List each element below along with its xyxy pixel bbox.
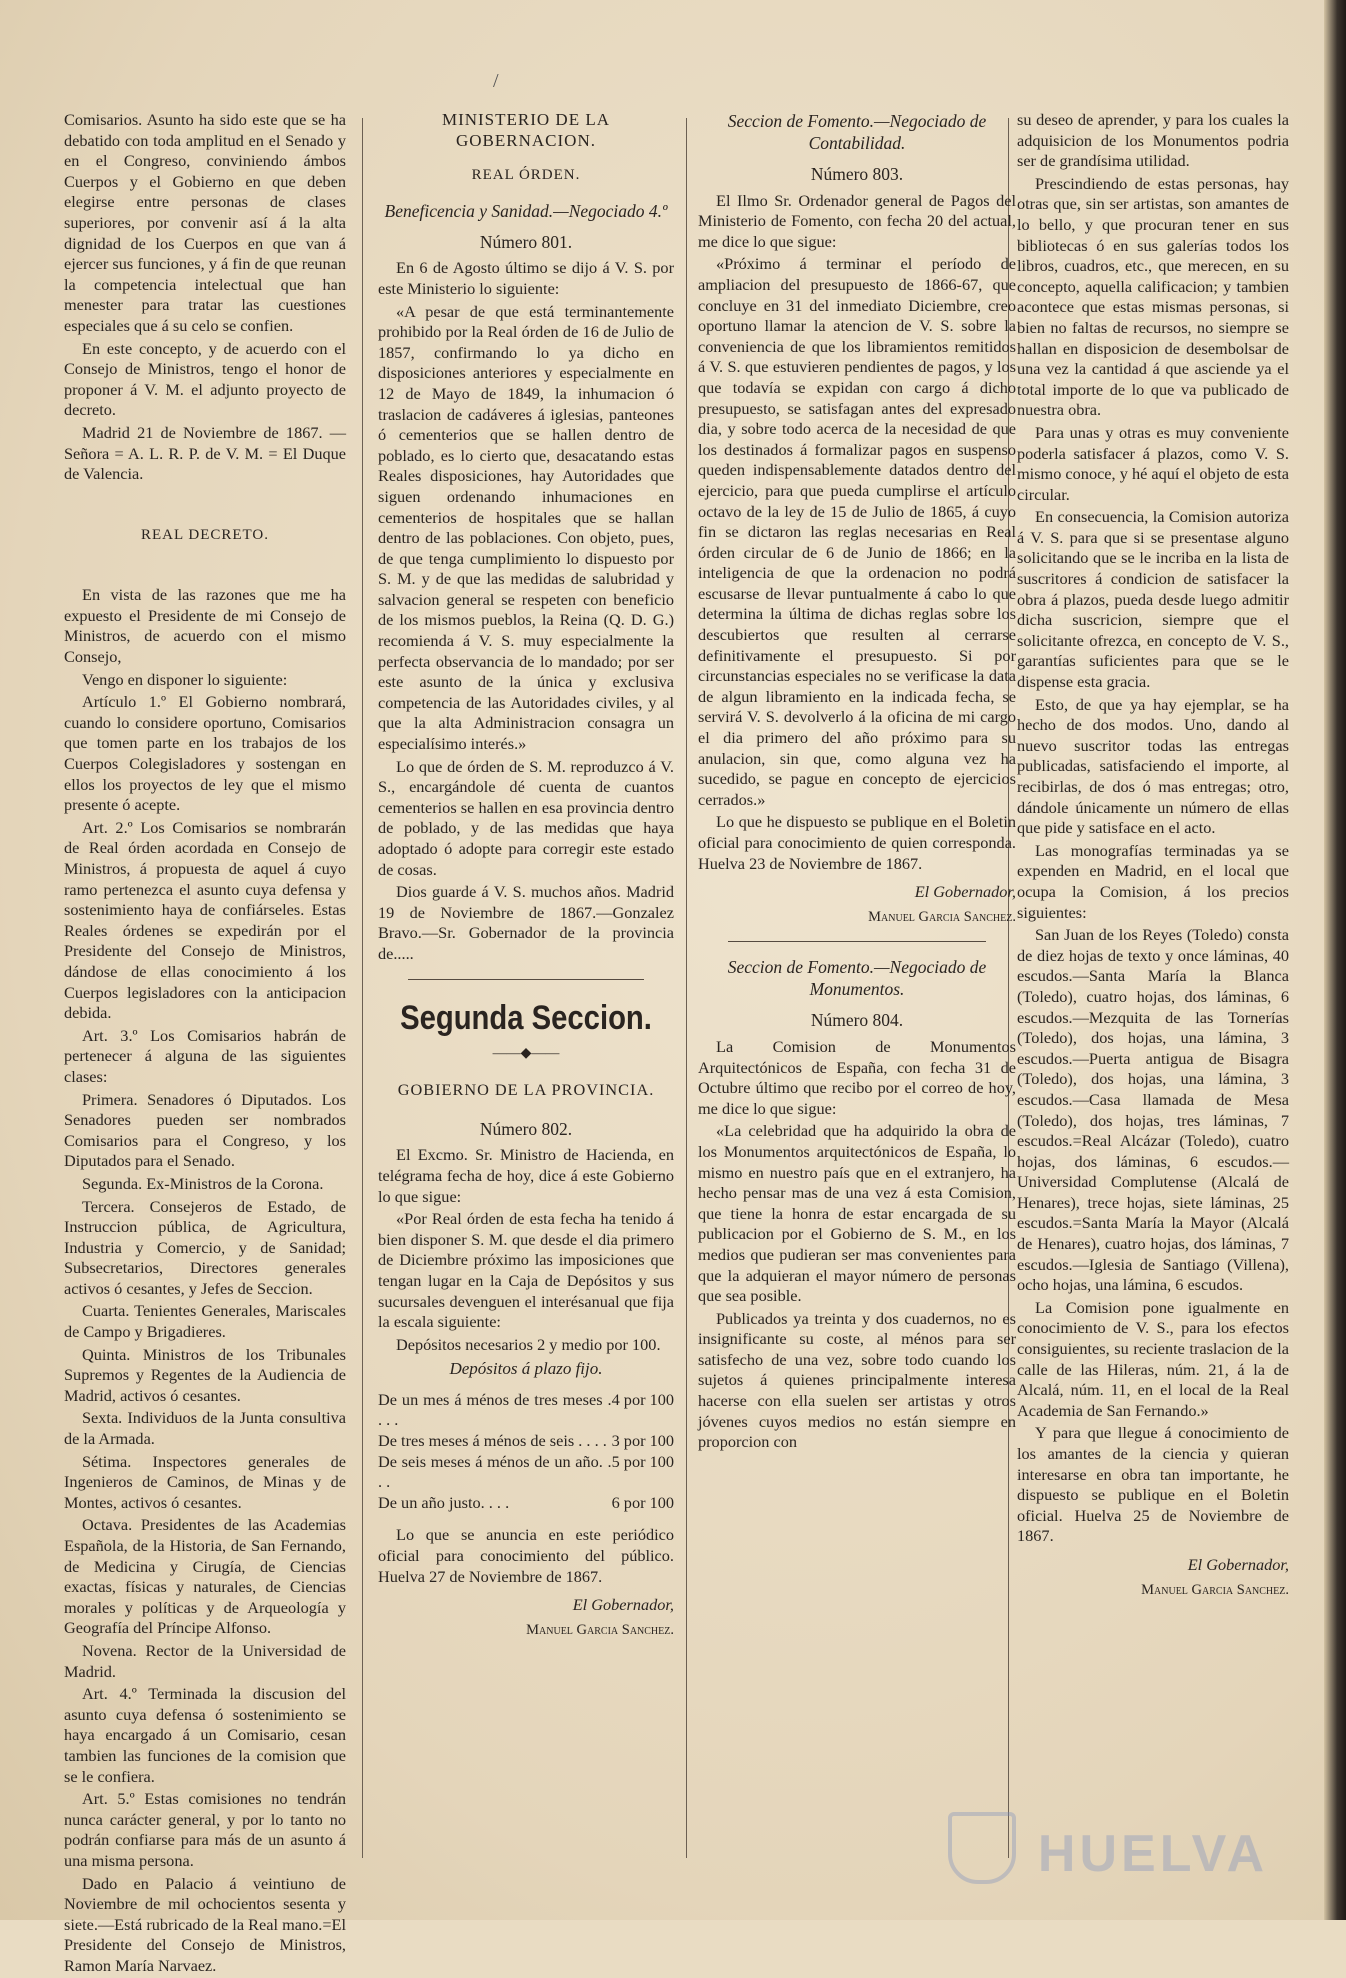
paragraph: Lo que de órden de S. M. reproduzco á V. S., encargándole dé cuenta de cuantos cementerios se hallen en esa provincia dentro de poblado, y de las medidas que haya adoptado ó adopte para corregir este estado de cosas. xyxy=(378,756,674,879)
paragraph: El Excmo. Sr. Ministro de Hacienda, en telégrama fecha de hoy, dice á este Gobierno lo que sigue: xyxy=(378,1145,674,1206)
column-3 xyxy=(698,110,1016,1455)
number-heading: Número 803. xyxy=(810,164,904,184)
signature-title: El Gobernador, xyxy=(914,882,1016,902)
rate-label: De un año justo. . . . xyxy=(378,1492,510,1512)
clause: Sexta. Individuos de la Junta consultiva de la Armada. xyxy=(64,1408,346,1449)
rate-value: 4 por 100 xyxy=(611,1389,674,1409)
clause: Segunda. Ex-Ministros de la Corona. xyxy=(82,1173,324,1193)
divider xyxy=(728,941,986,942)
paragraph: «A pesar de que está terminantemente prohibido por la Real órden de 16 de Julio de 1857, confirmando lo ya dicho en disposiciones anteriores y especialmente en 12 de Mayo de 1849, la inhumacion ó traslacion de cadáveres á iglesias, panteones ó cementerios que se hallen dentro de poblado, es lo cierto que, desacatando estas Reales disposiciones, hay Autoridades que siguen ordenando inhumaciones en cementerios de hospitales que se hallan dentro de las poblaciones. Con objeto, pues, de que tenga cumplimiento lo dispuesto por S. M. y de que las medidas de salubridad y salvacion general se respeten con beneficio de los mismos pueblos, la Reina (Q. D. G.) recomienda á V. S. muy especialmente la perfecta observancia de lo mandado; por ser este asunto de la única y exclusiva competencia de las Autoridades civiles, y al que la alta Administracion consagra un especialísimo interés.» xyxy=(378,301,674,754)
paragraph: Depósitos necesarios 2 y medio por 100. xyxy=(396,1334,661,1354)
section-heading: Seccion de Fomento.—Negociado de Contabilidad. xyxy=(727,111,987,153)
paragraph: «La celebridad que ha adquirido la obra de los Monumentos arquitectónicos de España, lo mismo en nuestro país que en el extranjero, ha hecho pensar mas de una vez á esta Comision, que tiene la honra de estar encargada de su publicacion por el Gobierno de S. M., en los medios que pudieran ser mas convenientes para que la adquieran el mayor número de personas que sea posible. xyxy=(698,1121,1016,1306)
paragraph: Lo que se anuncia en este periódico oficial para conocimiento del público. Huelva 27 de Noviembre de 1867. xyxy=(378,1525,674,1586)
paragraph: Y para que llegue á conocimiento de los amantes de la ciencia y quieran interesarse en obra tan importante, he dispuesto se publique en el Boletin oficial. Huelva 25 de Noviembre de 1867. xyxy=(1017,1423,1289,1546)
ministry-heading: MINISTERIO DE LA GOBERNACION. xyxy=(441,110,611,150)
paragraph: Para unas y otras es muy conveniente poderla satisfacer á plazos, como V. S. mismo conoce, y hé aquí el objeto de esta circular. xyxy=(1017,422,1289,504)
plazo-heading: Depósitos á plazo fijo. xyxy=(449,1359,603,1379)
number-heading: Número 804. xyxy=(810,1010,904,1031)
rate-label: De un mes á ménos de tres meses . . . . xyxy=(378,1389,612,1430)
section-heading: Seccion de Fomento.—Negociado de Monumentos. xyxy=(727,957,987,1000)
signature-title: El Gobernador, xyxy=(1187,1554,1289,1574)
rate-row xyxy=(378,1431,674,1452)
signature-name: Manuel Garcia Sanchez. xyxy=(868,908,1016,925)
date-line: Madrid 21 de Noviembre de 1867. —Señora = A. L. R. P. de V. M. = El Duque de Valencia. xyxy=(64,422,346,484)
paragraph: Las monografías terminadas ya se expenden en Madrid, en el local que ocupa la Comision, á los precios siguientes: xyxy=(1017,840,1289,922)
paragraph: La Comision de Monumentos Arquitectónicos de España, con fecha 31 de Octubre último que recibo por el correo de hoy, me dice lo que sigue: xyxy=(698,1036,1016,1118)
column-divider xyxy=(362,118,363,1858)
clause: Novena. Rector de la Universidad de Madrid. xyxy=(64,1640,346,1681)
paragraph: En consecuencia, la Comision autoriza á V. S. para que si se presentase alguno solicitando que se le incriba en la lista de suscritores á condicion de satisfacer la obra á plazos, pueda desde luego admitir dicha suscricion, siempre que el solicitante ofrezca, en concepto de V. S., garantías suficientes para que se le dispense esta gracia. xyxy=(1017,507,1289,692)
rate-row xyxy=(378,1390,674,1431)
article: Art. 3.º Los Comisarios habrán de pertenecer á alguna de las siguientes clases: xyxy=(64,1025,346,1086)
paragraph: Publicados ya treinta y dos cuadernos, no es insignificante su coste, al ménos para ser satisfecho de una vez, sobre todo cuando los sujetos á quienes principalmente interesa hacerse con ella suelen ser artistas y otros jóvenes cuyos medios no están siempre en proporcion con xyxy=(698,1308,1016,1452)
divider xyxy=(408,979,644,980)
top-mark: / xyxy=(493,70,499,92)
paragraph: San Juan de los Reyes (Toledo) consta de diez hojas de texto y once láminas, 40 escudos.—Santa María la Blanca (Toledo), cuatro hojas, dos láminas, 6 escudos.—Mezquita de las Tornerías (Toledo), dos hojas, una lámina, 3 escudos.—Puerta antigua de Bisagra (Toledo), dos hojas, una lámina, 3 escudos.—Casa llamada de Mesa (Toledo), dos hojas, tres láminas, 7 escudos.=Real Alcázar (Toledo), cuatro hojas, dos láminas, 6 escudos.—Universidad Complutense (Alcalá de Henares), trece hojas, siete láminas, 25 escudos.=Santa María la Mayor (Alcalá de Henares), cuatro hojas, dos láminas, 7 escudos.—Iglesia de Santiago (Villena), ocho hojas, una lámina, 6 escudos. xyxy=(1017,925,1289,1295)
column-2 xyxy=(378,110,674,1640)
page-edge xyxy=(1324,0,1346,1920)
clause: Tercera. Consejeros de Estado, de Instruccion pública, de Agricultura, Industria y Comercio, y de Sanidad; Subsecretarios, Directores generales activos ó cesantes, y Jefes de Seccion. xyxy=(64,1196,346,1298)
clause: Primera. Senadores ó Diputados. Los Senadores pueden ser nombrados Comisarios para el Congreso, y los Diputados para el Senado. xyxy=(64,1089,346,1171)
paragraph: En vista de las razones que me ha expuesto el Presidente de mi Consejo de Ministros, de acuerdo con el mismo Consejo, xyxy=(64,585,346,667)
number-heading: Número 802. xyxy=(479,1118,573,1139)
ornament: ——◆—— xyxy=(492,1045,560,1061)
paragraph: El Ilmo Sr. Ordenador general de Pagos del Ministerio de Fomento, con fecha 20 del actual, me dice lo que sigue: xyxy=(698,190,1016,251)
paragraph: La Comision pone igualmente en conocimiento de V. S., para los efectos consiguientes, su reciente traslacion de la calle de las Hileras, núm. 21, á la de Alcalá, núm. 11, en el local de la Real Academia de San Fernando.» xyxy=(1017,1297,1289,1420)
signature-name: Manuel Garcia Sanchez. xyxy=(1141,1581,1289,1598)
paragraph: Prescindiendo de estas personas, hay otras que, sin ser artistas, son amantes de lo bello, y que procuran tener en sus bibliotecas ó en sus galerías todos los libros, cuadros, etc., que merecen, en su concepto, aquella calificacion; y tambien acontece que estas mismas personas, si bien no faltas de recursos, no siempre se hallan en disposicion de desembolsar de una vez la cantidad á que asciende ya el total importe de lo que va publicado de nuestra obra. xyxy=(1017,173,1289,420)
paragraph: Vengo en disponer lo siguiente: xyxy=(82,669,288,689)
paragraph: «Por Real órden de esta fecha ha tenido á bien disponer S. M. que desde el dia primero de Diciembre próximo las imposiciones que tengan lugar en la Caja de Depósitos y sus sucursales devenguen el interésanual que fija la escala siguiente: xyxy=(378,1209,674,1332)
number-heading: Número 801. xyxy=(479,231,573,252)
column-1 xyxy=(64,110,346,1978)
watermark: HUELVA xyxy=(1037,1825,1268,1883)
paragraph: En 6 de Agosto último se dijo á V. S. por este Ministerio lo siguiente: xyxy=(378,258,674,298)
paragraph: «Próximo á terminar el período de ampliacion del presupuesto de 1866-67, que concluye en 31 del inmediato Diciembre, creo oportuno llamar la atencion de V. S. sobre la conveniencia de que los libramientos remitidos á V. S. que estuvieren pendientes de pagos, y los que todavía se expidan con cargo á dicho presupuesto, se satisfagan antes del expresado dia, y sobre todo acerca de la necesidad de que los destinados á formalizar pagos en suspenso queden indispensablemente datados dentro del ejercicio, para que pueda cumplirse el artículo octavo de la ley de 15 de Julio de 1865, á cuyo fin se dictaron las reglas necesarias en Real órden circular de 6 de Junio de 1866; en la inteligencia de que la ordenacion no podrá escusarse de llevar puntualmente á cabo lo que determina la última de dichas reglas sobre los descubiertos que resulten al cerrarse definitivamente el presupuesto. Si por circunstancias especiales no se verificase la data de algun libramiento en la indicada fecha, se servirá V. S. devolverlo á la oficina de mi cargo el dia primero del año próximo para su anulacion, sin que, como alguna vez ha sucedido, se pague en concepto de ejercicios cerrados.» xyxy=(698,254,1016,809)
column-4 xyxy=(1017,110,1289,1600)
paragraph: Comisarios. Asunto ha sido este que se ha debatido con toda amplitud en el Senado y en el Congreso, conviniendo ámbos Cuerpos y el Gobierno en que deben elegirse entre personas de clases superiores, por convenir así á la alta dignidad de los Cuerpos en que van á ejercer sus funciones, y á fin de que reunan la competencia intelectual que han menester para tratar las cuestiones especiales que á su celo se confien. xyxy=(64,110,346,335)
clause: Quinta. Ministros de los Tribunales Supremos y Regentes de la Audiencia de Madrid, activos ó cesantes. xyxy=(64,1344,346,1405)
rate-value: 6 por 100 xyxy=(611,1492,674,1512)
column-divider xyxy=(686,118,687,1858)
gobierno-heading: GOBIERNO DE LA PROVINCIA. xyxy=(397,1080,655,1100)
paragraph: su deseo de aprender, y para los cuales la adquisicion de los Monumentos podria ser de grandísima utilidad. xyxy=(1017,110,1289,171)
clause: Cuarta. Tenientes Generales, Mariscales de Campo y Brigadieres. xyxy=(64,1301,346,1342)
clause: Octava. Presidentes de las Academias Española, de la Historia, de San Fernando, de Medicina y Cirugía, de Ciencias exactas, físicas y naturales, de Ciencias morales y políticas y de Arqueología y Geografía del Príncipe Alfonso. xyxy=(64,1515,346,1638)
section-heading: Beneficencia y Sanidad.—Negociado 4.º xyxy=(384,200,668,221)
rate-row xyxy=(378,1452,674,1493)
paragraph: Dios guarde á V. S. muchos años. Madrid 19 de Noviembre de 1867.—Gonzalez Bravo.—Sr. Gobernador de la provincia de..... xyxy=(378,882,674,963)
real-decreto-heading: REAL DECRETO. xyxy=(141,526,269,543)
archive-emblem-icon xyxy=(948,1812,1016,1884)
paragraph: Lo que he dispuesto se publique en el Boletin oficial para conocimiento de quien corresponda. Huelva 23 de Noviembre de 1867. xyxy=(698,812,1016,873)
article: Art. 2.º Los Comisarios se nombrarán de Real órden acordada en Consejo de Ministros, á propuesta de aquel á cuyo ramo pertenezca el asunto cuya defensa y sostenimiento haya de confiárseles. Estas Reales órdenes se expedirán por el Presidente del Consejo de Ministros, dándose de ellas conocimiento á los Cuerpos legisladores con la anticipacion debida. xyxy=(64,817,346,1023)
clause: Sétima. Inspectores generales de Ingenieros de Caminos, de Minas y de Montes, activos ó cesantes. xyxy=(64,1451,346,1512)
rate-value: 3 por 100 xyxy=(611,1431,674,1451)
article: Art. 5.º Estas comisiones no tendrán nunca carácter general, y por lo tanto no podrán confiarse para más de un asunto á una misma persona. xyxy=(64,1789,346,1870)
rate-label: De tres meses á ménos de seis . . . . xyxy=(378,1431,607,1451)
rate-value: 5 por 100 xyxy=(611,1451,674,1471)
real-orden-heading: REAL ÓRDEN. xyxy=(471,167,581,184)
signature-name: Manuel Garcia Sanchez. xyxy=(526,1621,674,1638)
signature-title: El Gobernador, xyxy=(572,1595,674,1615)
rate-row xyxy=(378,1493,674,1514)
paragraph: Dado en Palacio á veintiuno de Noviembre de mil ochocientos sesenta y siete.—Está rubricado de la Real mano.=El Presidente del Consejo de Ministros, Ramon María Narvaez. xyxy=(64,1873,346,1975)
section-title: Segunda Seccion. xyxy=(400,998,652,1037)
article: Artículo 1.º El Gobierno nombrará, cuando lo considere oportuno, Comisarios que tomen parte en los trabajos de los Cuerpos Colegisladores y sostengan en ellos los proyectos de ley que el mismo presente ó acepte. xyxy=(64,692,346,815)
rate-label: De seis meses á ménos de un año. . . . xyxy=(378,1451,612,1492)
article: Art. 4.º Terminada la discusion del asunto cuya defensa ó sostenimiento se haya encargado á un Comisario, cesan tambien las funciones de la comision que se le confiera. xyxy=(64,1684,346,1786)
paragraph: Esto, de que ya hay ejemplar, se ha hecho de dos modos. Uno, dando al nuevo suscritor todas las entregas publicadas, satisfaciendo el importe, al recibirlas, de dos ó mas entregas; otro, dándole únicamente un número de ellas que pide y satisface en el acto. xyxy=(1017,694,1289,838)
paragraph: En este concepto, y de acuerdo con el Consejo de Ministros, tengo el honor de proponer á V. M. el adjunto proyecto de decreto. xyxy=(64,338,346,420)
